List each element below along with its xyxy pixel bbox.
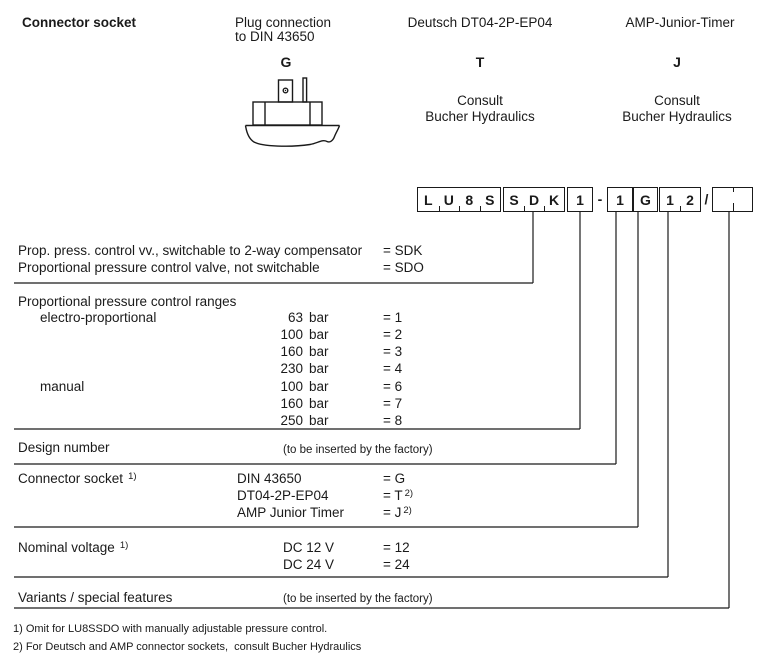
order-code-char: 1 xyxy=(616,191,624,208)
pressure-code: = 6 xyxy=(383,379,403,394)
variants-note: (to be inserted by the factory) xyxy=(283,593,433,605)
pressure-code: = 1 xyxy=(383,310,403,325)
order-code-dash: - xyxy=(597,191,603,207)
char-separator-tick xyxy=(680,206,681,211)
pressure-group-manual-label: manual xyxy=(40,379,85,394)
deutsch-consult-line1: Consult xyxy=(457,93,503,108)
order-code-char: K xyxy=(548,191,560,208)
footnote-ref-2: 2) xyxy=(403,505,412,516)
order-code-char: U xyxy=(443,191,454,208)
order-code-slash: / xyxy=(704,191,709,207)
order-code-char: D xyxy=(528,191,540,208)
char-separator-tick xyxy=(524,206,525,211)
connector-socket-label xyxy=(18,472,137,488)
design-number-note: (to be inserted by the factory) xyxy=(283,444,433,456)
pressure-unit: bar xyxy=(309,361,329,376)
pressure-unit: bar xyxy=(309,344,329,359)
order-code-box-voltage xyxy=(659,187,701,212)
din-line2: to DIN 43650 xyxy=(235,29,315,44)
pressure-code: = 3 xyxy=(383,344,403,359)
plug-terminal-dot xyxy=(285,90,286,91)
pressure-unit: bar xyxy=(309,413,329,428)
plug-option-deutsch-title: Deutsch DT04-2P-EP04 xyxy=(407,15,553,30)
type-row-label: Proportional pressure control valve, not switchable xyxy=(18,260,320,275)
voltage-option: DC 24 V xyxy=(283,557,335,572)
order-code-box-function xyxy=(503,187,565,212)
connector-socket-label-text: Connector socket xyxy=(18,471,124,486)
order-code-char: 1 xyxy=(576,191,584,208)
deutsch-consult-line2: Bucher Hydraulics xyxy=(425,109,535,124)
pressure-group-electro-label: electro-proportional xyxy=(40,310,157,325)
deutsch-code-letter: T xyxy=(475,54,485,70)
connector-code-text: = T xyxy=(383,488,403,503)
pressure-unit: bar xyxy=(309,310,329,325)
order-code-char: S xyxy=(509,191,519,208)
connector-option: DIN 43650 xyxy=(237,471,302,486)
connector-option-code xyxy=(383,506,412,522)
pressure-num: 160 xyxy=(280,396,303,411)
order-code-char: G xyxy=(640,191,651,208)
din-code-letter: G xyxy=(280,54,292,70)
code-connector-lines xyxy=(533,212,729,608)
connector-option: AMP Junior Timer xyxy=(237,505,345,520)
order-code-char: L xyxy=(423,191,433,208)
order-code-box-model xyxy=(417,187,501,212)
din-plug-icon xyxy=(246,78,340,146)
order-code-box-blank xyxy=(712,187,753,212)
amp-consult-line1: Consult xyxy=(654,93,700,108)
nominal-voltage-label xyxy=(18,541,128,557)
nominal-voltage-label-text: Nominal voltage xyxy=(18,540,115,555)
blank-box-tick-top xyxy=(733,188,734,192)
pressure-section-label: Proportional pressure control ranges xyxy=(18,294,237,309)
order-code-box-range xyxy=(567,187,593,212)
din-line1: Plug connection xyxy=(235,15,332,30)
connector-code-text: = J xyxy=(383,505,402,520)
amp-consult-line2: Bucher Hydraulics xyxy=(622,109,732,124)
pressure-unit: bar xyxy=(309,379,329,394)
type-row-value: = SDK xyxy=(383,243,423,258)
order-code-box-design xyxy=(607,187,633,212)
pressure-unit: bar xyxy=(309,327,329,342)
order-code-char: 2 xyxy=(686,191,694,208)
pressure-num: 250 xyxy=(280,413,303,428)
order-code-box-connector xyxy=(633,187,658,212)
pressure-code: = 8 xyxy=(383,413,403,428)
plug-pin xyxy=(303,78,307,102)
pressure-num: 100 xyxy=(280,327,303,342)
order-code-char: S xyxy=(485,191,495,208)
char-separator-tick xyxy=(544,206,545,211)
pressure-num: 160 xyxy=(280,344,303,359)
order-code-char: 1 xyxy=(666,191,674,208)
footnote-ref-1: 1) xyxy=(128,471,137,482)
pressure-num: 230 xyxy=(280,361,303,376)
pressure-num: 100 xyxy=(280,379,303,394)
footnote-ref-1: 1) xyxy=(119,540,129,551)
pressure-unit: bar xyxy=(309,396,329,411)
blank-box-tick-bottom xyxy=(733,203,734,211)
type-row-label: Prop. press. control vv., switchable to 2-way compensator xyxy=(18,243,363,258)
pressure-code: = 2 xyxy=(383,327,403,342)
plug-base-torn-edge xyxy=(246,126,340,147)
footnote-1: 1) Omit for LU8SSDO with manually adjustable pressure control. xyxy=(13,623,328,635)
page-title: Connector socket xyxy=(22,15,137,30)
design-number-label: Design number xyxy=(18,440,110,455)
variants-label: Variants / special features xyxy=(18,590,173,605)
connector-option: DT04-2P-EP04 xyxy=(237,488,329,503)
char-separator-tick xyxy=(459,206,460,211)
footnote-ref-2: 2) xyxy=(404,488,414,499)
connector-option-code xyxy=(383,472,407,488)
amp-code-letter: J xyxy=(673,54,681,70)
type-row-value: = SDO xyxy=(383,260,424,275)
footnote-2: 2) For Deutsch and AMP connector sockets, consult Bucher Hydraulics xyxy=(13,641,362,653)
voltage-code: = 12 xyxy=(383,540,410,555)
pressure-num: 63 xyxy=(287,310,303,325)
connector-code-text: = G xyxy=(383,471,406,486)
plug-option-amp-title: AMP-Junior-Timer xyxy=(625,15,735,30)
plug-option-din xyxy=(235,16,331,44)
order-code-char: 8 xyxy=(465,191,474,208)
char-separator-tick xyxy=(480,206,481,211)
plug-body xyxy=(253,102,322,125)
pressure-code: = 4 xyxy=(383,361,403,376)
connector-option-code xyxy=(383,489,413,505)
char-separator-tick xyxy=(439,206,440,211)
voltage-option: DC 12 V xyxy=(283,540,335,555)
pressure-code: = 7 xyxy=(383,396,403,411)
voltage-code: = 24 xyxy=(383,557,410,572)
